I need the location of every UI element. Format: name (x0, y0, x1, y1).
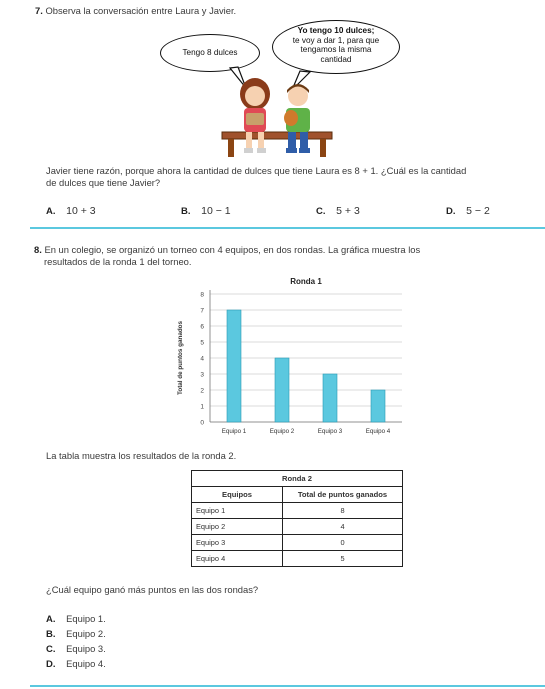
javier-speech-line-4: cantidad (320, 54, 352, 64)
table-row (192, 551, 403, 567)
javier-speech-line-2: te voy a dar 1, para que (292, 35, 380, 45)
table-row (192, 519, 403, 535)
q7-option-b-value: 10 − 1 (201, 205, 231, 217)
table-header-row (192, 487, 403, 503)
q7-options (46, 205, 526, 219)
q7-option-d-value: 5 − 2 (466, 205, 490, 217)
chart-ytick-label: 7 (200, 307, 204, 315)
ronda-2-table (191, 470, 403, 567)
chart-xtick-label: Equipo 3 (317, 428, 343, 435)
table-cell-team: Equipo 3 (192, 535, 283, 551)
q7-option-d-letter: D. (446, 206, 456, 217)
q7-option-a-letter: A. (46, 206, 56, 217)
q8-option-a[interactable] (46, 613, 106, 628)
ronda-1-bar-chart (170, 272, 410, 442)
q7-option-a[interactable] (46, 205, 96, 217)
q8-number: 8. (34, 244, 42, 255)
q8-intro (34, 244, 420, 267)
q7-question-line-2: de dulces que tiene Javier? (46, 176, 161, 188)
q7-question (46, 165, 466, 188)
q8-option-c-letter: C. (46, 644, 56, 655)
table-title: Ronda 2 (192, 471, 403, 487)
chart-xtick-label: Equipo 1 (221, 428, 247, 435)
chart-bar-3 (323, 374, 337, 422)
q8-option-c-value: Equipo 3. (66, 643, 106, 654)
chart-ytick-label: 0 (200, 419, 204, 427)
table-title-row (192, 471, 403, 487)
javier-speech-line-3: tengamos la misma (300, 45, 372, 55)
q8-question: ¿Cuál equipo ganó más puntos en las dos rondas? (46, 584, 259, 595)
q8-table-intro: La tabla muestra los resultados de la ronda 2. (46, 450, 237, 461)
chart-title: Ronda 1 (290, 277, 322, 286)
chart-bar-1 (227, 310, 241, 422)
chart-ytick-label: 3 (200, 371, 204, 379)
q8-option-d[interactable] (46, 658, 106, 673)
chart-bar-2 (275, 358, 289, 422)
bottom-divider (30, 685, 545, 687)
table-cell-team: Equipo 4 (192, 551, 283, 567)
chart-xtick-label: Equipo 2 (269, 428, 295, 435)
table-header-equipos: Equipos (192, 487, 283, 503)
q8-option-b-letter: B. (46, 629, 56, 640)
chart-ytick-label: 5 (200, 339, 204, 347)
chart-ytick-label: 1 (200, 403, 204, 411)
chart-ytick-label: 4 (200, 355, 204, 363)
q7-option-d[interactable] (446, 205, 490, 217)
q8-options (46, 613, 106, 673)
chart-ytick-label: 2 (200, 387, 204, 395)
q8-option-a-letter: A. (46, 614, 56, 625)
q8-option-b[interactable] (46, 628, 106, 643)
section-divider (30, 227, 545, 229)
q8-option-d-value: Equipo 4. (66, 658, 106, 669)
laura-speech-text: Tengo 8 dulces (182, 48, 238, 57)
table-cell-points: 5 (283, 551, 403, 567)
table-cell-team: Equipo 2 (192, 519, 283, 535)
chart-xtick-label: Equipo 4 (365, 428, 391, 435)
q8-option-b-value: Equipo 2. (66, 628, 106, 639)
chart-ytick-label: 8 (200, 291, 204, 299)
q8-option-c[interactable] (46, 643, 106, 658)
q7-option-b[interactable] (181, 205, 231, 217)
conversation-illustration (160, 20, 410, 160)
table-cell-points: 4 (283, 519, 403, 535)
chart-ylabel: Total de puntos ganados (177, 320, 184, 396)
table-cell-points: 8 (283, 503, 403, 519)
q7-option-b-letter: B. (181, 206, 191, 217)
chart-bar-4 (371, 390, 385, 422)
q8-option-a-value: Equipo 1. (66, 613, 106, 624)
q7-prompt: Observa la conversación entre Laura y Javier. (45, 5, 237, 16)
table-cell-team: Equipo 1 (192, 503, 283, 519)
q8-intro-text-1: En un colegio, se organizó un torneo con 4 equipos, en dos rondas. La gráfica muestra los (44, 244, 421, 255)
q8-intro-line-1 (34, 244, 420, 256)
chart-ytick-label: 6 (200, 323, 204, 331)
table-row (192, 535, 403, 551)
table-cell-points: 0 (283, 535, 403, 551)
q8-option-d-letter: D. (46, 659, 56, 670)
q7-option-c-value: 5 + 3 (336, 205, 360, 217)
q7-option-c[interactable] (316, 205, 360, 217)
javier-speech-line-1: Yo tengo 10 dulces; (297, 26, 375, 35)
q7-option-a-value: 10 + 3 (66, 205, 96, 217)
q7-heading (35, 5, 236, 17)
q7-question-line-1: Javier tiene razón, porque ahora la cantidad de dulces que tiene Laura es 8 + 1. ¿Cuál es la cantidad (46, 165, 467, 176)
q7-option-c-letter: C. (316, 206, 326, 217)
q8-intro-line-2: resultados de la ronda 1 del torneo. (44, 255, 192, 267)
children-on-bench-drawing (160, 20, 410, 160)
table-row (192, 503, 403, 519)
q7-number: 7. (35, 5, 43, 16)
table-header-puntos: Total de puntos ganados (283, 487, 403, 503)
